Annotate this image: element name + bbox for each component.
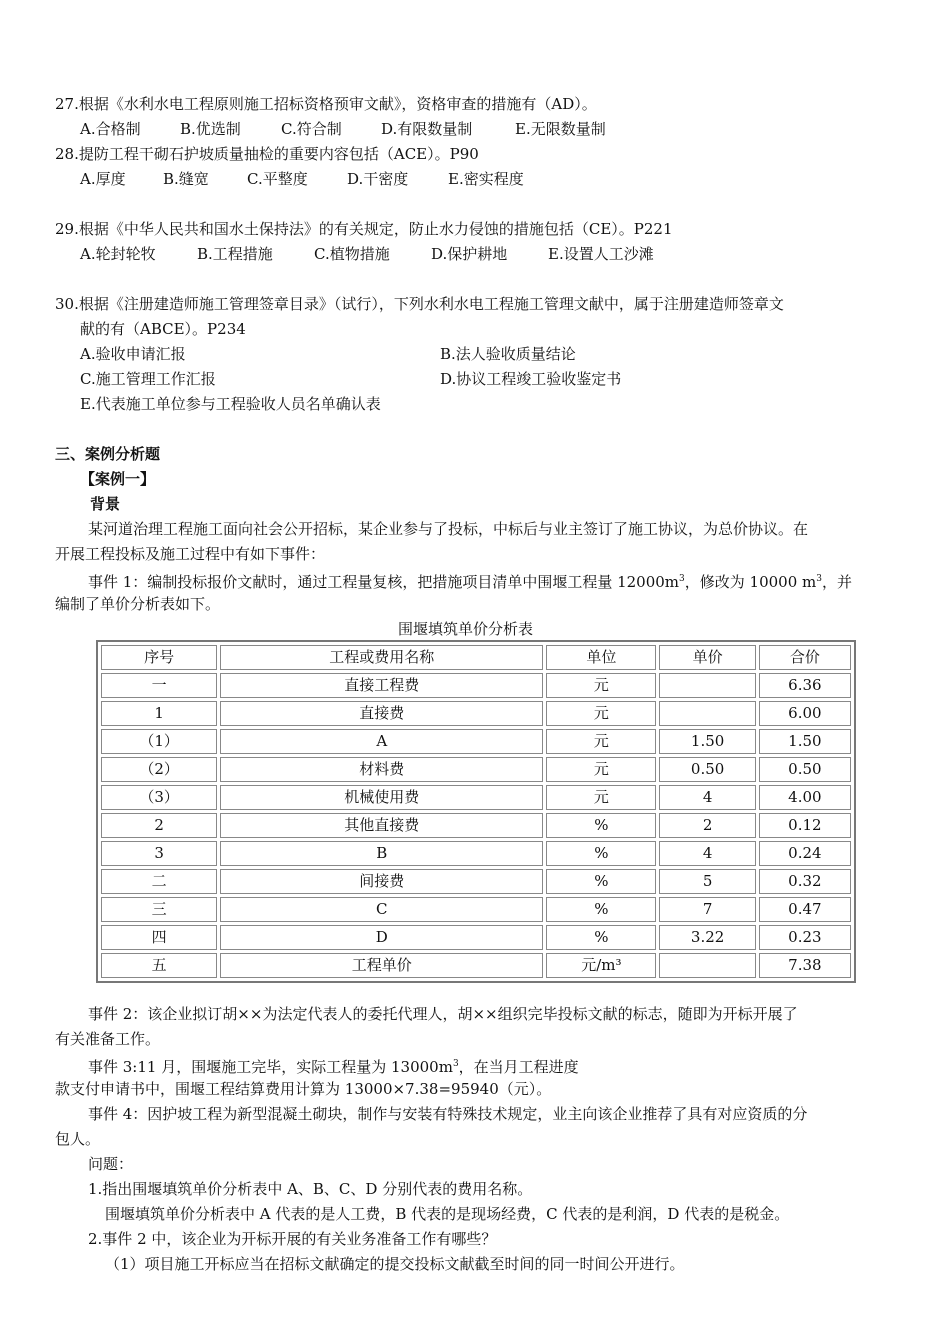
table-cell: （2） (101, 757, 217, 782)
table-cell: % (546, 813, 656, 838)
table-cell: 1.50 (759, 729, 851, 754)
q29-option-c: C.植物措施 (314, 245, 390, 263)
q27-option-c: C.符合制 (281, 120, 342, 138)
table-cell: 4 (659, 841, 755, 866)
answer-2: （1）项目施工开标应当在招标文献确定的提交投标文献截至时间的同一时间公开进行。 (105, 1255, 685, 1273)
table-cell: 0.32 (759, 869, 851, 894)
table-cell: 0.47 (759, 897, 851, 922)
q28-option-e: E.密实程度 (448, 170, 524, 188)
table-caption: 围堰填筑单价分析表 (398, 620, 534, 638)
table-cell: 7.38 (759, 953, 851, 978)
table-cell: 一 (101, 673, 217, 698)
table-cell: 四 (101, 925, 217, 950)
section-title: 三、案例分析题 (55, 445, 161, 463)
q30-option-d: D.协议工程竣工验收鉴定书 (440, 370, 622, 388)
q27-stem: 27.根据《水利水电工程原则施工招标资格预审文献》，资格审查的措施有（AD）。 (55, 95, 597, 113)
table-cell: （3） (101, 785, 217, 810)
q28-option-a: A.厚度 (80, 170, 126, 188)
event1-line2: 编制了单价分析表如下。 (55, 595, 221, 613)
table-cell: 元/m³ (546, 953, 656, 978)
table-cell: % (546, 925, 656, 950)
table-cell: 三 (101, 897, 217, 922)
table-header: 序号 (101, 645, 217, 670)
table-row (101, 729, 851, 754)
table-row (101, 701, 851, 726)
background-line2: 开展工程投标及施工过程中有如下事件： (55, 545, 326, 563)
q27-option-b: B.优选制 (180, 120, 241, 138)
table-cell: 0.50 (659, 757, 755, 782)
table-header: 合价 (759, 645, 851, 670)
background-label: 背景 (90, 495, 121, 513)
event4-line2: 包人。 (55, 1130, 101, 1148)
table-cell: 7 (659, 897, 755, 922)
table-header-row (101, 645, 851, 670)
table-cell: 二 (101, 869, 217, 894)
event1-line1: 事件 1：编制投标报价文献时，通过工程量复核，把措施项目清单中围堰工程量 $12000m^3$，修改为 10000 $m^3$，并 (88, 573, 852, 591)
questions-label: 问题： (88, 1155, 134, 1173)
table-cell: D (220, 925, 543, 950)
q30-stem-line1: 30.根据《注册建造师施工管理签章目录》（试行），下列水利水电工程施工管理文献中，属于注册建造师签章文 (55, 295, 784, 313)
table-cell: 1 (101, 701, 217, 726)
table-cell: 直接费 (220, 701, 543, 726)
table-cell: 3.22 (659, 925, 755, 950)
table-row (101, 841, 851, 866)
q30-option-a: A.验收申请汇报 (80, 345, 186, 363)
q28-option-c: C.平整度 (247, 170, 308, 188)
event2-line1: 事件 2：该企业拟订胡××为法定代表人的委托代理人，胡××组织完毕投标文献的标志，随即为开标开展了 (88, 1005, 798, 1023)
case-title: 【案例一】 (80, 470, 156, 488)
table-header: 单位 (546, 645, 656, 670)
q27-option-d: D.有限数量制 (381, 120, 473, 138)
table-cell: 机械使用费 (220, 785, 543, 810)
table-row (101, 869, 851, 894)
table-cell: 4 (659, 785, 755, 810)
q29-option-e: E.设置人工沙滩 (548, 245, 654, 263)
table-cell: B (220, 841, 543, 866)
q29-option-b: B.工程措施 (197, 245, 273, 263)
table-cell: 2 (101, 813, 217, 838)
table-row (101, 953, 851, 978)
table-cell: 工程单价 (220, 953, 543, 978)
table-cell: 其他直接费 (220, 813, 543, 838)
table-cell (659, 953, 755, 978)
table-cell: C (220, 897, 543, 922)
table-header: 工程或费用名称 (220, 645, 543, 670)
background-line1: 某河道治理工程施工面向社会公开招标，某企业参与了投标，中标后与业主签订了施工协议，为总价协议。在 (88, 520, 809, 538)
q27-option-a: A.合格制 (80, 120, 141, 138)
table-cell: 0.12 (759, 813, 851, 838)
table-row (101, 925, 851, 950)
table-cell: % (546, 841, 656, 866)
table-cell: 直接工程费 (220, 673, 543, 698)
question-2: 2.事件 2 中，该企业为开标开展的有关业务准备工作有哪些？ (88, 1230, 497, 1248)
unit-price-table (96, 640, 856, 983)
table-row (101, 757, 851, 782)
q28-option-d: D.干密度 (347, 170, 409, 188)
q29-stem: 29.根据《中华人民共和国水土保持法》的有关规定，防止水力侵蚀的措施包括（CE）。P221 (55, 220, 673, 238)
q29-option-d: D.保护耕地 (431, 245, 508, 263)
answer-1: 围堰填筑单价分析表中 A 代表的是人工费，B 代表的是现场经费，C 代表的是利润，D 代表的是税金。 (105, 1205, 790, 1223)
q30-stem-line2: 献的有（ABCE）。P234 (80, 320, 246, 338)
q30-option-b: B.法人验收质量结论 (440, 345, 576, 363)
table-cell: 间接费 (220, 869, 543, 894)
table-cell: 材料费 (220, 757, 543, 782)
q28-option-b: B.缝宽 (163, 170, 209, 188)
table-cell: 五 (101, 953, 217, 978)
table-row (101, 897, 851, 922)
table-cell: 0.23 (759, 925, 851, 950)
q27-option-e: E.无限数量制 (515, 120, 606, 138)
table-cell: A (220, 729, 543, 754)
q29-option-a: A.轮封轮牧 (80, 245, 156, 263)
table-cell: 4.00 (759, 785, 851, 810)
table-row (101, 673, 851, 698)
question-1: 1.指出围堰填筑单价分析表中 A、B、C、D 分别代表的费用名称。 (88, 1180, 533, 1198)
table-cell (659, 673, 755, 698)
table-row (101, 785, 851, 810)
table-cell: 6.36 (759, 673, 851, 698)
table-cell: 3 (101, 841, 217, 866)
table-cell (659, 701, 755, 726)
table-cell: 5 (659, 869, 755, 894)
table-cell: （1） (101, 729, 217, 754)
q28-stem: 28.提防工程干砌石护坡质量抽检的重要内容包括（ACE）。P90 (55, 145, 479, 163)
table-cell: 1.50 (659, 729, 755, 754)
table-cell: 元 (546, 757, 656, 782)
table-header: 单价 (659, 645, 755, 670)
event3-line1: 事件 3:11 月，围堰施工完毕，实际工程量为 $13000m^3$，在当月工程进度 (88, 1058, 579, 1076)
table-cell: 元 (546, 701, 656, 726)
table-row (101, 813, 851, 838)
table-cell: 元 (546, 785, 656, 810)
q30-option-e: E.代表施工单位参与工程验收人员名单确认表 (80, 395, 381, 413)
table-cell: 6.00 (759, 701, 851, 726)
table-cell: 元 (546, 673, 656, 698)
table-cell: % (546, 869, 656, 894)
event4-line1: 事件 4：因护坡工程为新型混凝土砌块，制作与安装有特殊技术规定，业主向该企业推荐了具有对应资质的分 (88, 1105, 808, 1123)
table-cell: % (546, 897, 656, 922)
q30-option-c: C.施工管理工作汇报 (80, 370, 216, 388)
table-cell: 0.24 (759, 841, 851, 866)
table-cell: 2 (659, 813, 755, 838)
table-cell: 0.50 (759, 757, 851, 782)
table-cell: 元 (546, 729, 656, 754)
event2-line2: 有关准备工作。 (55, 1030, 161, 1048)
event3-line2: 款支付申请书中，围堰工程结算费用计算为 13000×7.38=95940（元）。 (55, 1080, 552, 1098)
